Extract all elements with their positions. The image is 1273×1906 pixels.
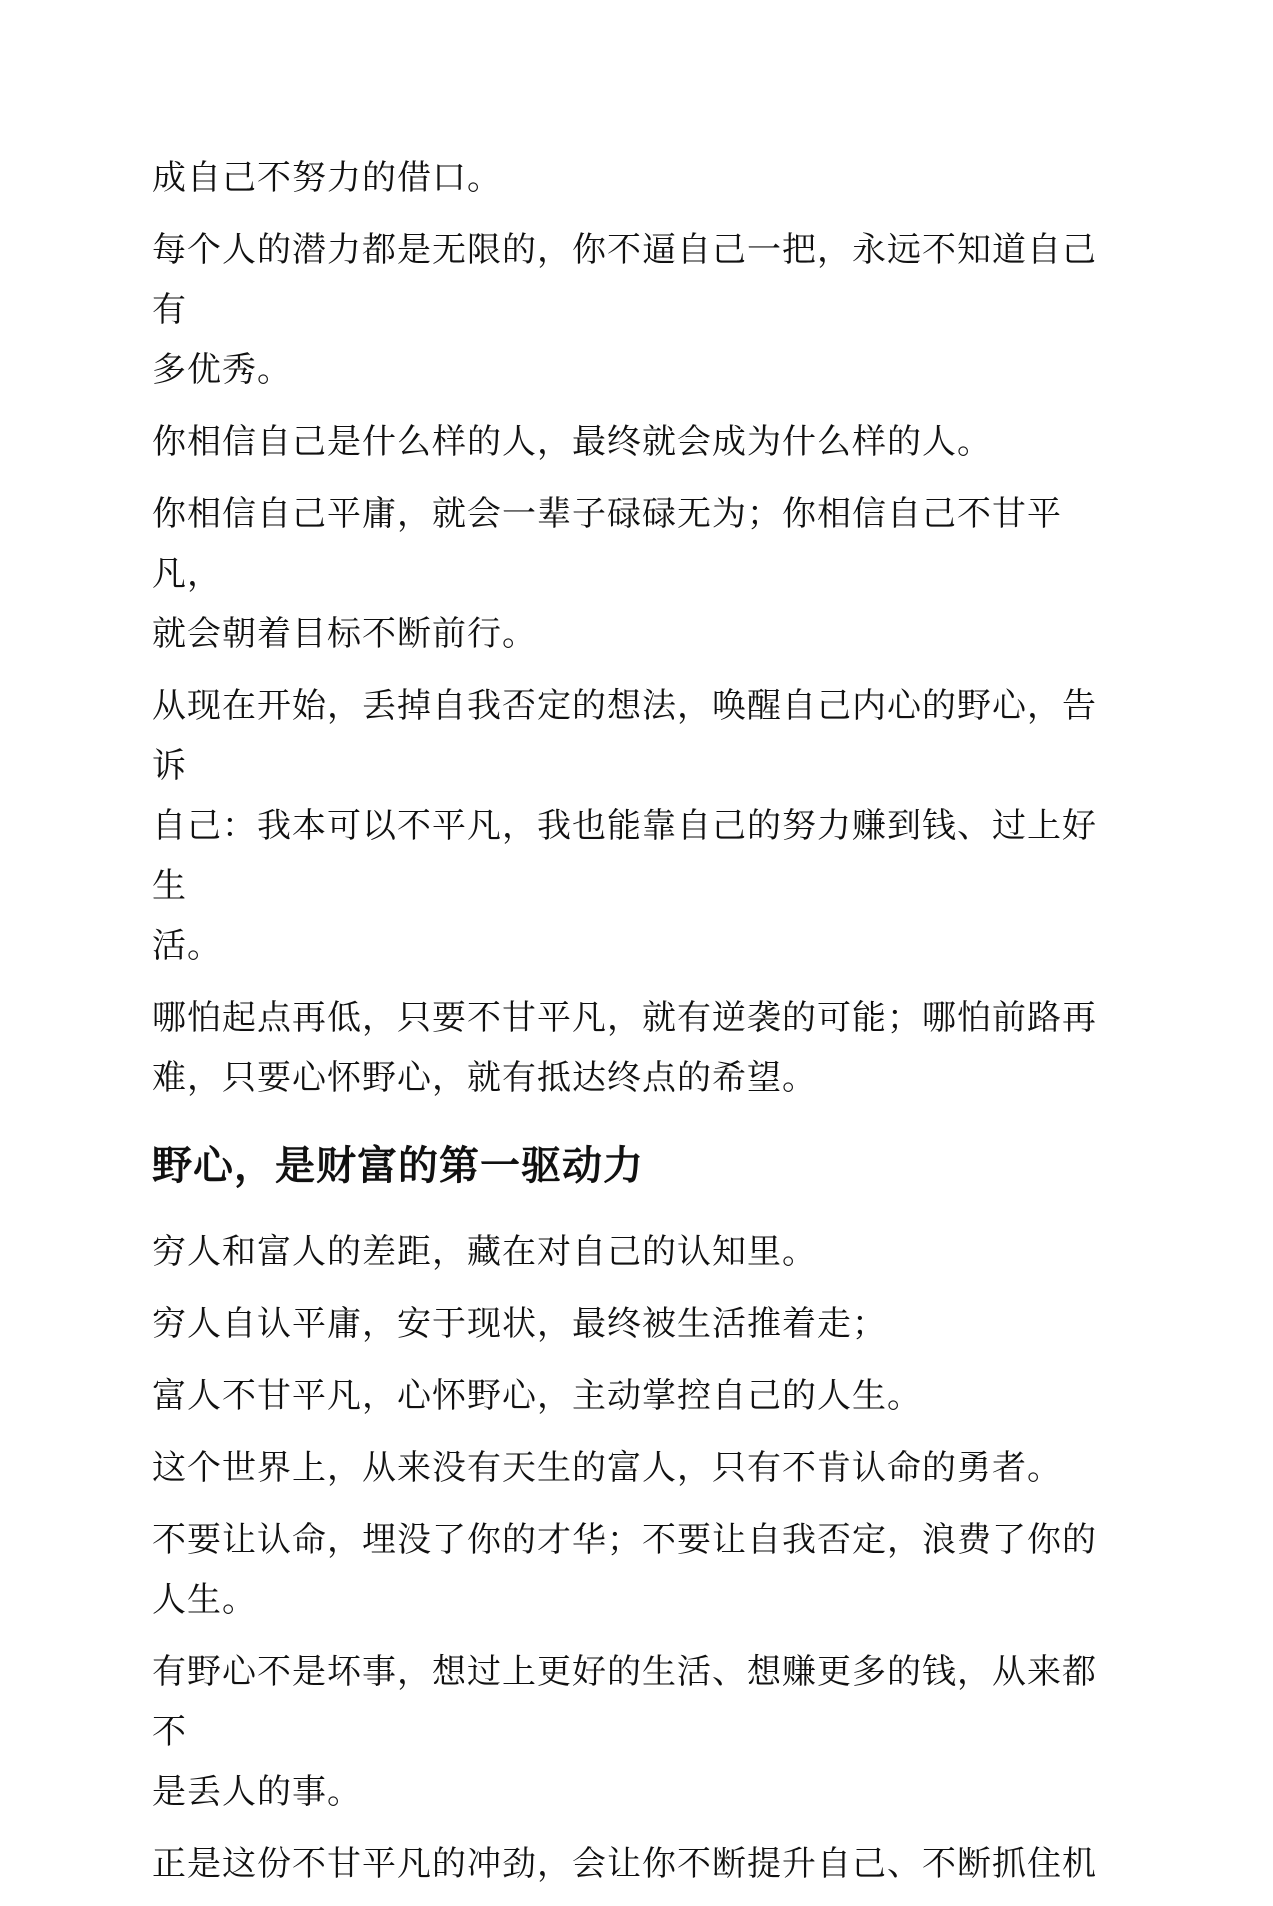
section-heading: 野心，是财富的第一驱动力 — [152, 1143, 644, 1189]
text-line: 穷人和富人的差距，藏在对自己的认知里。 — [152, 1232, 817, 1272]
text-line: 人生。 — [152, 1580, 257, 1620]
text-line: 多优秀。 — [152, 350, 292, 390]
text-line: 这个世界上，从来没有天生的富人，只有不肯认命的勇者。 — [152, 1448, 1062, 1488]
text-line: 哪怕起点再低，只要不甘平凡，就有逆袭的可能；哪怕前路再 — [152, 998, 1097, 1038]
document-body — [152, 148, 1112, 1906]
text-line: 从现在开始，丢掉自我否定的想法，唤醒自己内心的野心，告诉 — [152, 686, 1097, 786]
paragraph — [152, 148, 1112, 208]
paragraph — [152, 1438, 1112, 1498]
text-line: 每个人的潜力都是无限的，你不逼自己一把，永远不知道自己有 — [152, 230, 1097, 330]
paragraph — [152, 988, 1112, 1108]
paragraph — [152, 676, 1112, 976]
text-line: 你相信自己平庸，就会一辈子碌碌无为；你相信自己不甘平凡， — [152, 494, 1062, 594]
text-line: 不要让认命，埋没了你的才华；不要让自我否定，浪费了你的 — [152, 1520, 1097, 1560]
paragraph — [152, 412, 1112, 472]
section-1 — [152, 148, 1112, 1108]
paragraph — [152, 1222, 1112, 1282]
text-line: 你相信自己是什么样的人，最终就会成为什么样的人。 — [152, 422, 992, 462]
text-line: 难，只要心怀野心，就有抵达终点的希望。 — [152, 1058, 817, 1098]
text-line: 穷人自认平庸，安于现状，最终被生活推着走； — [152, 1304, 887, 1344]
paragraph — [152, 1366, 1112, 1426]
section-2 — [152, 1222, 1112, 1894]
text-line: 是丢人的事。 — [152, 1772, 362, 1812]
paragraph — [152, 1294, 1112, 1354]
text-line: 成自己不努力的借口。 — [152, 158, 502, 198]
paragraph — [152, 220, 1112, 400]
text-line: 自己：我本可以不平凡，我也能靠自己的努力赚到钱、过上好生 — [152, 806, 1097, 906]
text-line: 富人不甘平凡，心怀野心，主动掌控自己的人生。 — [152, 1376, 922, 1416]
text-line: 就会朝着目标不断前行。 — [152, 614, 537, 654]
paragraph — [152, 484, 1112, 664]
paragraph — [152, 1510, 1112, 1630]
text-line: 正是这份不甘平凡的冲劲，会让你不断提升自己、不断抓住机 — [152, 1844, 1097, 1884]
paragraph — [152, 1834, 1112, 1894]
text-line: 有野心不是坏事，想过上更好的生活、想赚更多的钱，从来都不 — [152, 1652, 1097, 1752]
paragraph — [152, 1642, 1112, 1822]
text-line: 活。 — [152, 926, 222, 966]
